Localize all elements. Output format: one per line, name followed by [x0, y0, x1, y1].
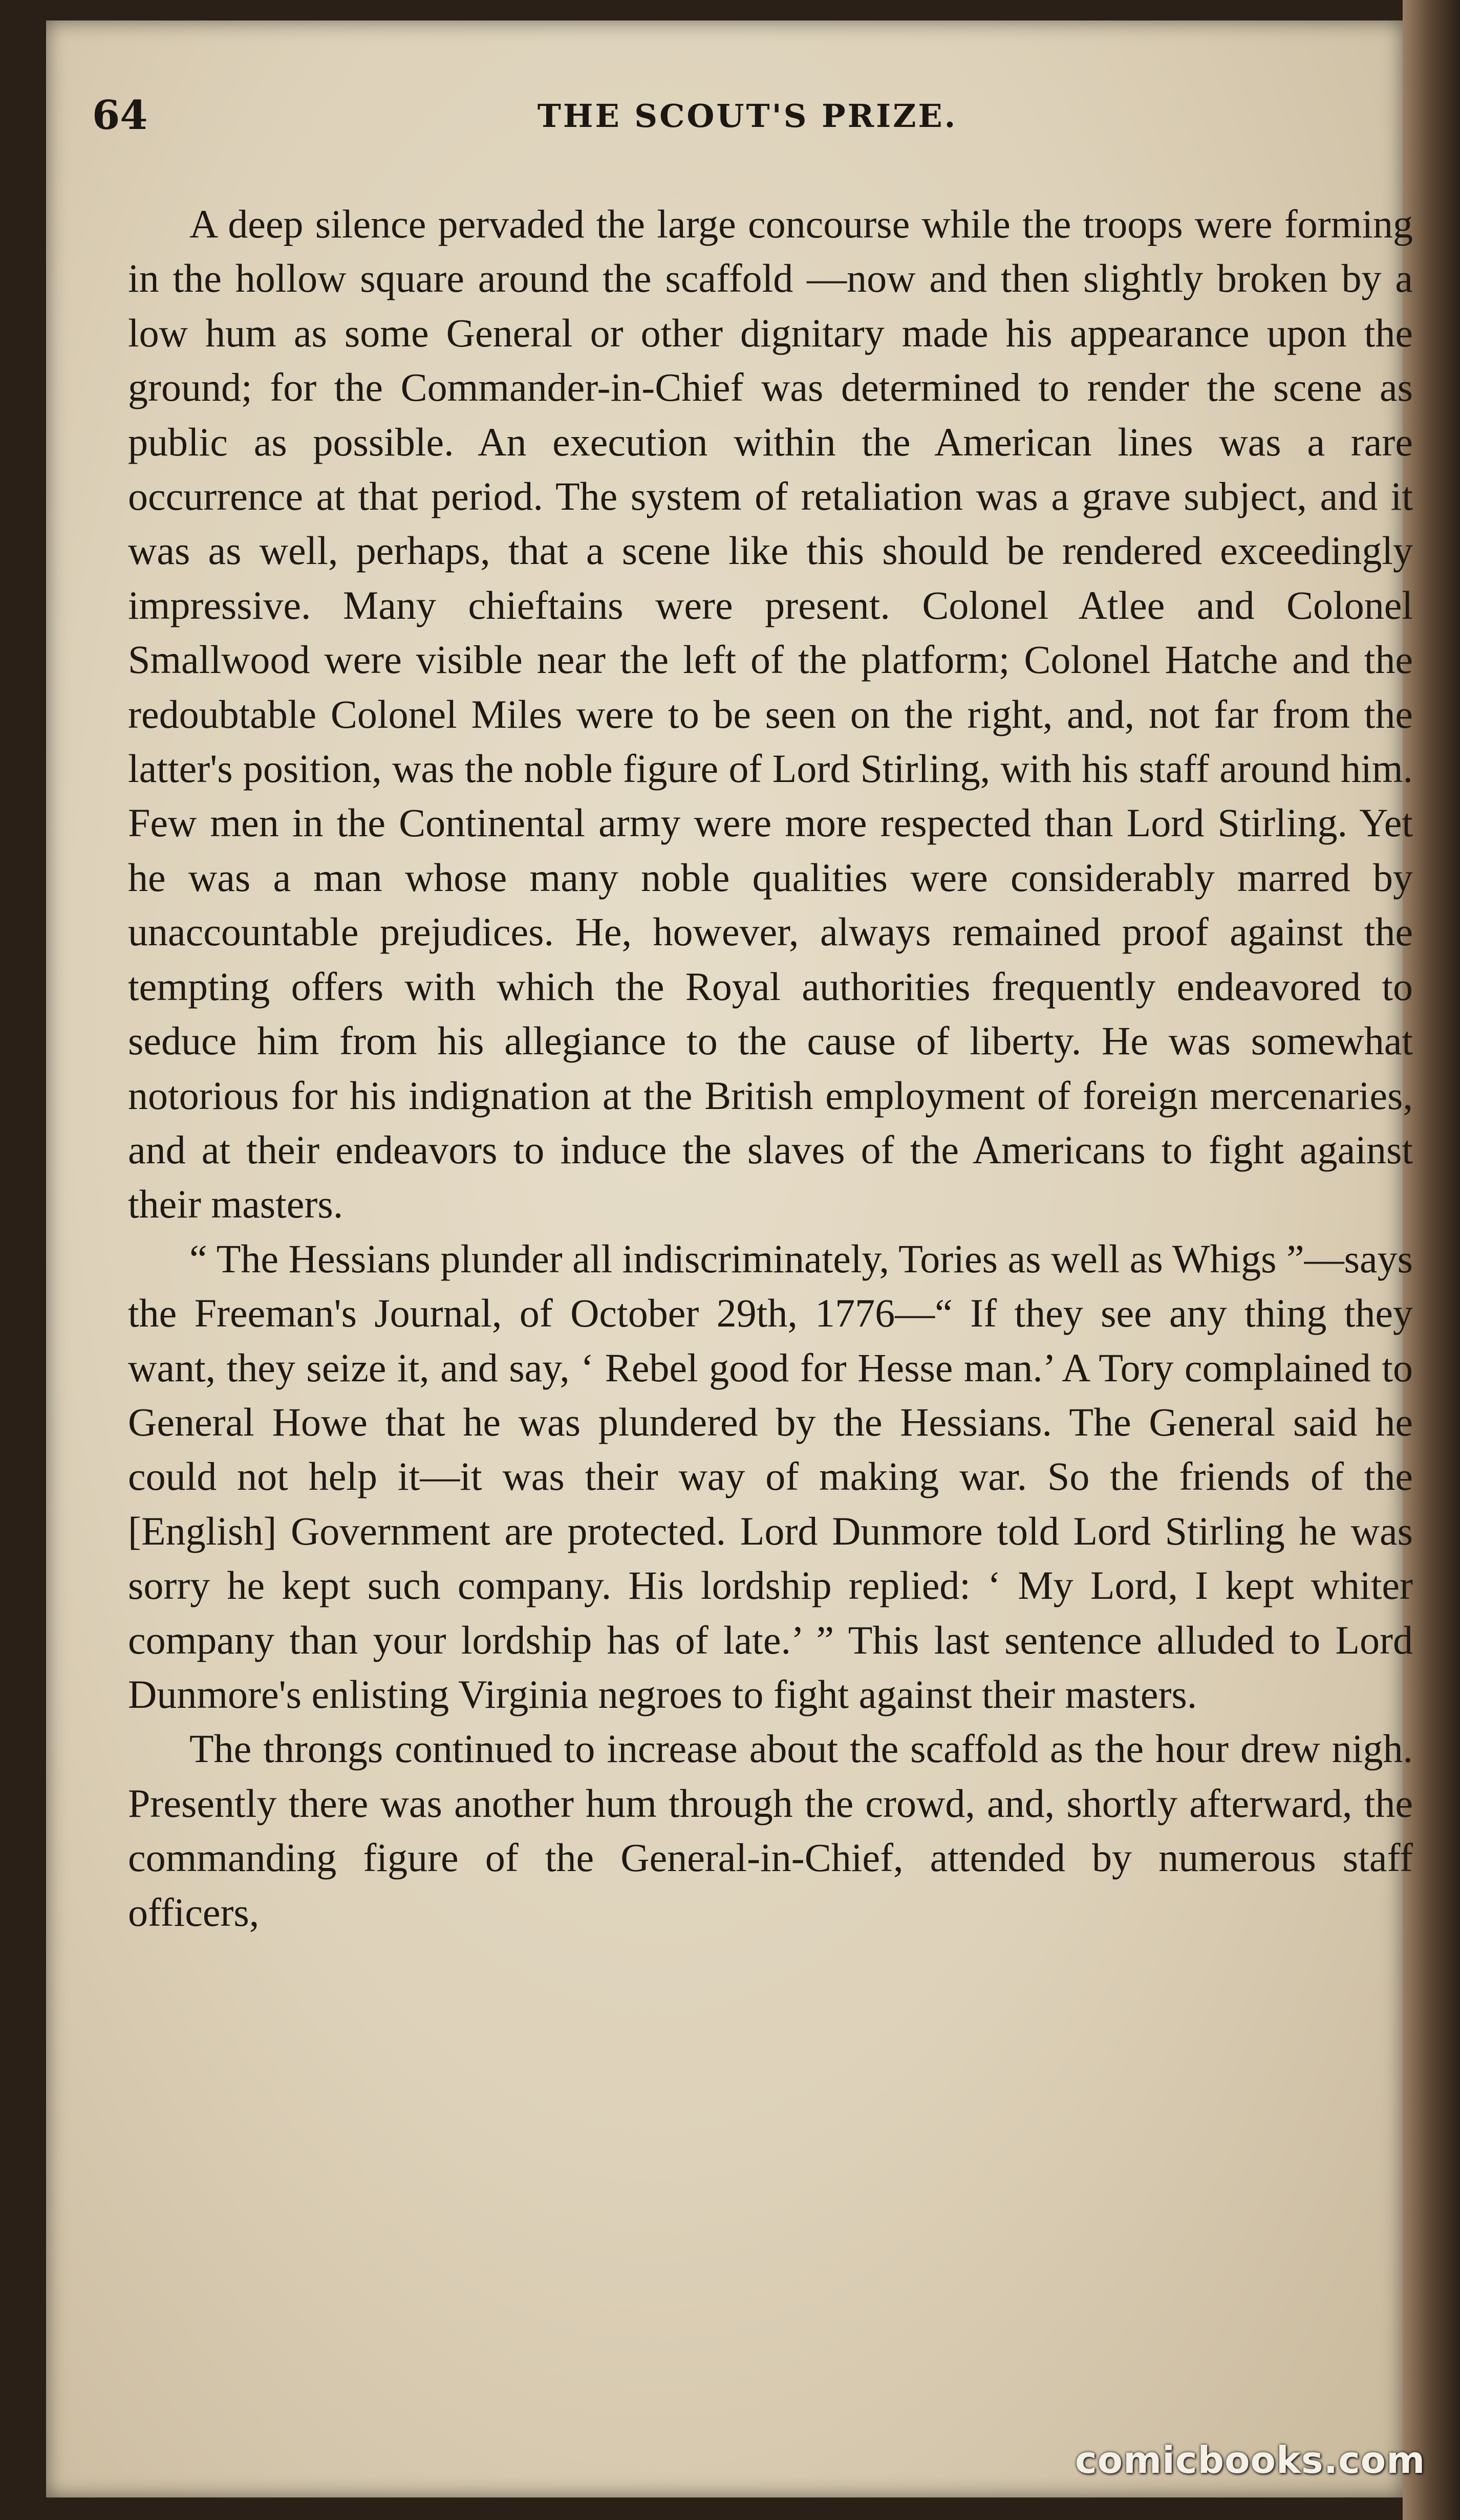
body-text: [128, 197, 1413, 1940]
watermark-logo: comicbooks.com: [1075, 2439, 1426, 2482]
running-head: THE SCOUT'S PRIZE.: [537, 97, 958, 135]
paragraph-hessians-quote: “ The Hessians plunder all indiscriminately, Tories as well as Whigs ”—says the Freeman's Journal, of October 29th, 1776—“ If they see any thing they want, they seize it, and say, ‘ Rebel good for Hesse man.’ A Tory complained to General Howe that he was plundered by the Hessians. The General said he could not help it—it was their way of making war. So the friends of the [English] Government are protected. Lord Dunmore told Lord Stirling he was sorry he kept such company. His lordship replied: ‘ My Lord, I kept whiter company than your lordship has of late.’ ” This last sentence alluded to Lord Dunmore's enlisting Virginia negroes to fight against their masters.: [128, 1236, 1413, 1717]
paragraph-throngs: The throngs continued to increase about the scaffold as the hour drew nigh. Presently there was another hum through the crowd, and, shortly afterward, the commanding figure of the General-in-Chief, attended by numerous staff officers,: [128, 1726, 1413, 1935]
page-header: [92, 77, 1403, 138]
page-number: 64: [92, 92, 148, 139]
paragraph-execution-scene: A deep silence pervaded the large concourse while the troops were forming in the hollow square around the scaffold —now and then slightly broken by a low hum as some General or other dignitary made his appearance upon the ground; for the Commander-in-Chief was determined to render the scene as public as possible. An execution within the American lines was a rare occurrence at that period. The system of retaliation was a grave subject, and it was as well, perhaps, that a scene like this should be rendered exceedingly impressive. Many chieftains were present. Colonel Atlee and Colonel Smallwood were visible near the left of the platform; Colonel Hatche and the redoubtable Colonel Miles were to be seen on the right, and, not far from the latter's position, was the noble figure of Lord Stirling, with his staff around him. Few men in the Continental army were more respected than Lord Stirling. Yet he was a man whose many noble qualities were considerably marred by unaccountable prejudices. He, however, always remained proof against the tempting offers with which the Royal authorities frequently endeavored to seduce him from his allegiance to the cause of liberty. He was somewhat notorious for his indignation at the British employment of foreign mercenaries, and at their endeavors to induce the slaves of the Americans to fight against their masters.: [128, 202, 1413, 1227]
